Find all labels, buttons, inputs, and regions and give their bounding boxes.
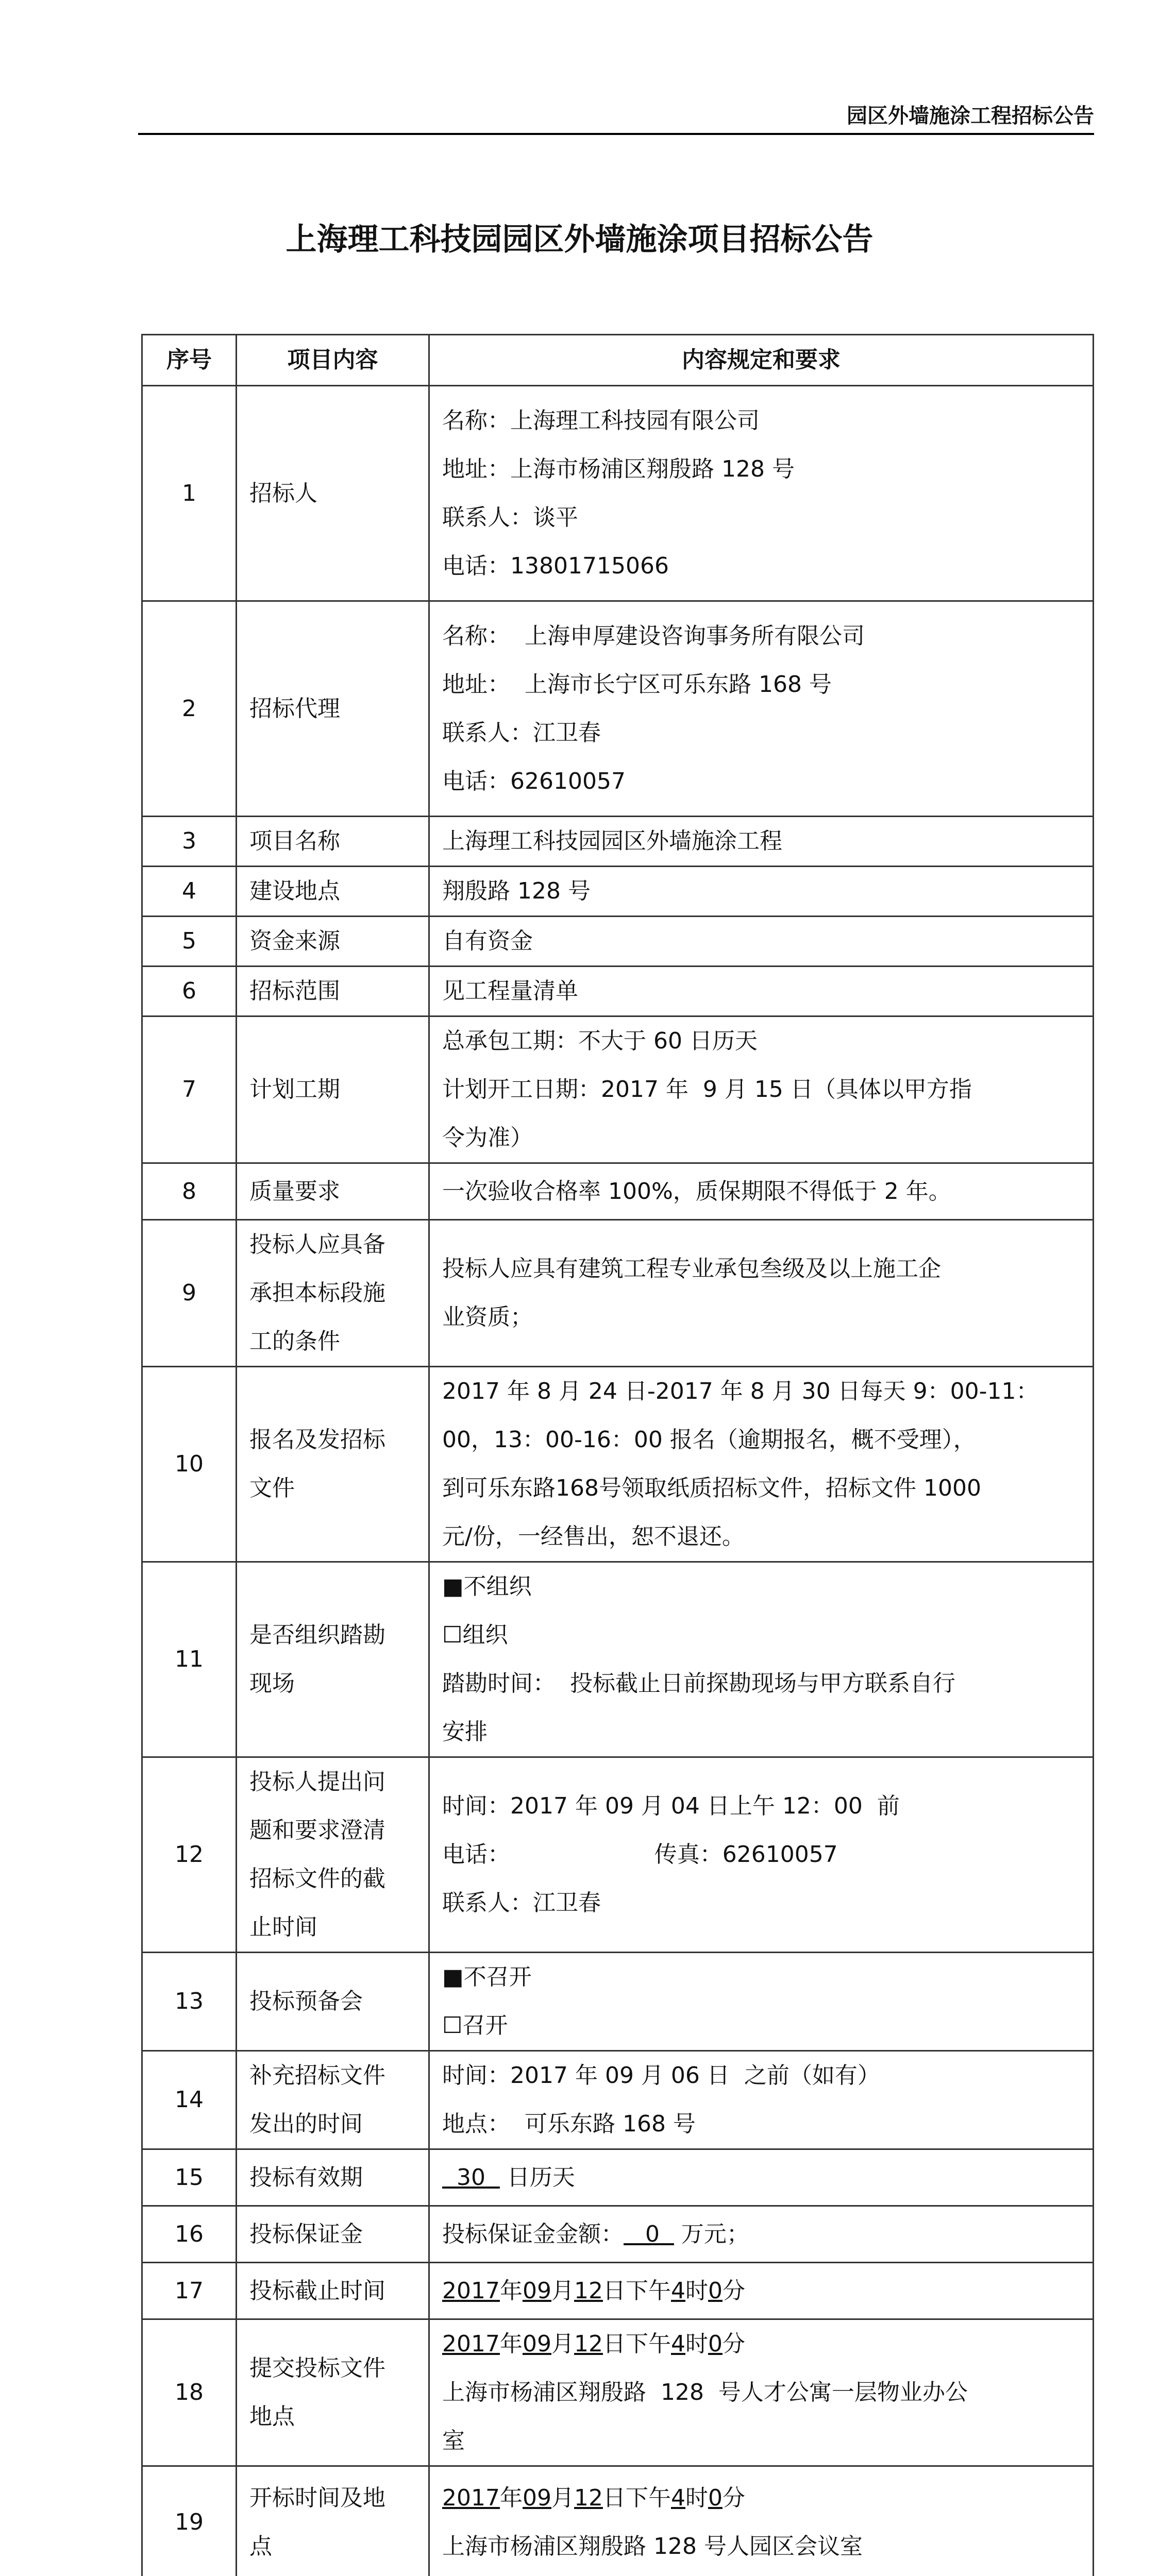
table-row [142, 1163, 1094, 1220]
row-number: 19 [142, 2466, 237, 2576]
fill-line [442, 2210, 1080, 2259]
table-row [142, 917, 1094, 967]
table-row [142, 1562, 1094, 1757]
table-row [142, 1757, 1094, 1953]
row-content [429, 1757, 1094, 1953]
date-unit: 时 [685, 2484, 708, 2511]
row-number: 15 [142, 2149, 237, 2206]
row-item-line: 是否组织踏勘 [249, 1622, 385, 1648]
content-line: 踏勘时间： 投标截止日前探勘现场与甲方联系自行 [442, 1670, 955, 1697]
row-item [237, 2206, 429, 2263]
row-number: 13 [142, 1953, 237, 2051]
row-content [429, 2263, 1094, 2319]
content-line: 见工程量清单 [442, 978, 578, 1004]
date-day: 12 [574, 2331, 603, 2357]
row-content [429, 967, 1094, 1016]
fill-suffix: 日历天 [499, 2164, 575, 2191]
row-content [429, 2319, 1094, 2466]
content-line: 时间：2017 年 09 月 06 日 之前（如有） [442, 2062, 880, 2089]
row-item-line: 补充招标文件 [249, 2062, 385, 2089]
date-line [442, 2267, 1080, 2315]
running-header-label: 园区外墙施涂工程招标公告 [847, 104, 1094, 128]
date-minute: 0 [708, 2331, 723, 2357]
date-month: 09 [522, 2277, 551, 2304]
date-unit: 月 [551, 2277, 574, 2304]
row-number: 16 [142, 2206, 237, 2263]
row-item-line: 题和要求澄清 [249, 1817, 385, 1843]
row-item [237, 386, 429, 601]
row-item-line: 点 [249, 2533, 272, 2560]
content-line: 时间：2017 年 09 月 04 日上午 12：00 前 [442, 1793, 900, 1819]
date-year: 2017 [442, 2331, 500, 2357]
row-number: 5 [142, 917, 237, 967]
table-row [142, 1016, 1094, 1163]
content-line: 投标人应具有建筑工程专业承包叁级及以上施工企 [442, 1256, 941, 1282]
row-number: 6 [142, 967, 237, 1016]
row-number: 10 [142, 1367, 237, 1562]
row-number: 14 [142, 2051, 237, 2149]
date-month: 09 [522, 2331, 551, 2357]
tender-table [141, 334, 1094, 2576]
fill-suffix: 万元； [674, 2221, 749, 2247]
row-item [237, 2263, 429, 2319]
content-line: 上海市杨浦区翔殷路 128 号人才公寓一层物业办公 [442, 2379, 968, 2405]
row-item-line: 建设地点 [249, 878, 340, 904]
row-item [237, 867, 429, 917]
date-unit: 年 [499, 2277, 523, 2304]
row-content [429, 1016, 1094, 1163]
row-item-line: 投标保证金 [249, 2221, 363, 2247]
content-line: 翔殷路 128 号 [442, 878, 591, 904]
document-title: 上海理工科技园园区外墙施涂项目招标公告 [285, 222, 874, 258]
row-number: 1 [142, 386, 237, 601]
row-item [237, 1163, 429, 1220]
content-line: 安排 [442, 1719, 488, 1745]
row-item-line: 资金来源 [249, 928, 340, 954]
date-unit: 时 [685, 2331, 708, 2357]
row-item-line: 招标范围 [249, 978, 340, 1004]
row-item-line: 提交投标文件 [249, 2355, 385, 2381]
row-item [237, 1220, 429, 1367]
date-unit: 分 [722, 2484, 745, 2511]
column-header-no: 序号 [142, 335, 237, 386]
row-item-line: 发出的时间 [249, 2111, 363, 2137]
date-unit: 年 [499, 2484, 523, 2511]
row-item [237, 2149, 429, 2206]
row-item-line: 报名及发招标 [249, 1427, 385, 1453]
date-line [442, 2474, 1080, 2522]
row-item [237, 1562, 429, 1757]
row-number: 9 [142, 1220, 237, 1367]
date-unit: 分 [722, 2277, 745, 2304]
row-item-line: 地点 [249, 2403, 295, 2430]
table-row [142, 967, 1094, 1016]
row-item-line: 现场 [249, 1670, 295, 1697]
row-item [237, 2319, 429, 2466]
date-unit: 日下午 [602, 2277, 671, 2304]
content-line: 电话：13801715066 [442, 552, 669, 579]
content-line: 名称： 上海申厚建设咨询事务所有限公司 [442, 622, 865, 649]
fill-line [442, 2154, 1080, 2202]
fill-prefix: 投标保证金金额： [442, 2221, 624, 2247]
row-item [237, 967, 429, 1016]
content-line: 2017 年 8 月 24 日-2017 年 8 月 30 日每天 9：00-11： [442, 1378, 1039, 1404]
content-line: 00，13：00-16：00 报名（逾期报名，概不受理）， [442, 1427, 976, 1453]
row-item-line: 招标代理 [249, 695, 340, 722]
row-number: 4 [142, 867, 237, 917]
date-unit: 月 [551, 2331, 574, 2357]
row-item-line: 文件 [249, 1475, 295, 1501]
date-minute: 0 [708, 2484, 723, 2511]
date-year: 2017 [442, 2484, 500, 2511]
date-unit: 月 [551, 2484, 574, 2511]
row-content [429, 1163, 1094, 1220]
row-item-line: 项目名称 [249, 828, 340, 854]
content-line: 上海市杨浦区翔殷路 128 号人园区会议室 [442, 2533, 863, 2560]
row-number: 18 [142, 2319, 237, 2466]
content-line: 地点： 可乐东路 168 号 [442, 2111, 696, 2137]
row-content [429, 386, 1094, 601]
row-number: 11 [142, 1562, 237, 1757]
row-number: 12 [142, 1757, 237, 1953]
content-line: 计划开工日期：2017 年 9 月 15 日（具体以甲方指 [442, 1076, 972, 1103]
content-line: ■不召开 [442, 1964, 532, 1990]
date-year: 2017 [442, 2277, 500, 2304]
content-line: ☐召开 [442, 2012, 508, 2039]
table-row [142, 2263, 1094, 2319]
column-header-content: 内容规定和要求 [429, 335, 1094, 386]
content-line: 业资质； [442, 1304, 533, 1330]
date-month: 09 [522, 2484, 551, 2511]
row-content [429, 1220, 1094, 1367]
table-row [142, 867, 1094, 917]
row-item [237, 2466, 429, 2576]
date-unit: 时 [685, 2277, 708, 2304]
column-header-item: 项目内容 [237, 335, 429, 386]
table-row [142, 601, 1094, 817]
row-number: 8 [142, 1163, 237, 1220]
row-content [429, 2466, 1094, 2576]
row-content [429, 867, 1094, 917]
row-content [429, 1367, 1094, 1562]
row-item-line: 计划工期 [249, 1076, 340, 1103]
content-line: 联系人：谈平 [442, 504, 578, 531]
content-line: ■不组织 [442, 1573, 532, 1600]
date-unit: 日下午 [602, 2331, 671, 2357]
date-hour: 4 [670, 2484, 685, 2511]
content-line: 电话： 传真：62610057 [442, 1841, 838, 1868]
table-row [142, 1220, 1094, 1367]
row-content [429, 1953, 1094, 2051]
row-item-line: 开标时间及地 [249, 2484, 385, 2511]
row-item [237, 1953, 429, 2051]
row-content [429, 2206, 1094, 2263]
content-line: 总承包工期：不大于 60 日历天 [442, 1028, 758, 1054]
row-item-line: 招标人 [249, 480, 317, 506]
row-number: 7 [142, 1016, 237, 1163]
date-line [442, 2320, 1080, 2368]
content-line: 地址： 上海市长宁区可乐东路 168 号 [442, 671, 832, 698]
table-row [142, 2051, 1094, 2149]
row-item-line: 招标文件的截 [249, 1866, 385, 1892]
content-line: 联系人：江卫春 [442, 1890, 601, 1916]
date-unit: 分 [722, 2331, 745, 2357]
row-item [237, 1757, 429, 1953]
row-item-line: 投标截止时间 [249, 2277, 385, 2304]
date-day: 12 [574, 2484, 603, 2511]
date-unit: 日下午 [602, 2484, 671, 2511]
row-content [429, 817, 1094, 867]
running-header [138, 101, 1094, 135]
row-content [429, 601, 1094, 817]
row-item-line: 投标有效期 [249, 2164, 363, 2191]
content-line: 令为准） [442, 1125, 533, 1151]
row-item [237, 817, 429, 867]
content-line: 自有资金 [442, 928, 533, 954]
row-item-line: 工的条件 [249, 1328, 340, 1354]
row-number: 17 [142, 2263, 237, 2319]
row-item-line: 止时间 [249, 1914, 317, 1940]
row-item [237, 917, 429, 967]
date-minute: 0 [708, 2277, 723, 2304]
content-line: 名称：上海理工科技园有限公司 [442, 407, 760, 434]
date-unit: 年 [499, 2331, 523, 2357]
content-line: 地址：上海市杨浦区翔殷路 128 号 [442, 455, 795, 482]
content-line: 一次验收合格率 100%，质保期限不得低于 2 年。 [442, 1178, 951, 1205]
content-line: 联系人：江卫春 [442, 719, 601, 746]
row-item-line: 投标人提出问 [249, 1769, 385, 1795]
fill-value: 0 [624, 2221, 674, 2247]
table-row [142, 817, 1094, 867]
row-item-line: 承担本标段施 [249, 1280, 385, 1306]
content-line: 到可乐东路168号领取纸质招标文件，招标文件 1000 [442, 1475, 981, 1501]
content-line: 室 [442, 2428, 465, 2454]
row-item [237, 1016, 429, 1163]
row-item-line: 质量要求 [249, 1178, 340, 1205]
fill-value: 30 [442, 2164, 500, 2191]
row-item [237, 1367, 429, 1562]
table-row [142, 1367, 1094, 1562]
row-item [237, 601, 429, 817]
row-content [429, 2149, 1094, 2206]
row-content [429, 917, 1094, 967]
row-content [429, 1562, 1094, 1757]
content-line: 电话：62610057 [442, 768, 626, 794]
table-row [142, 386, 1094, 601]
table-row [142, 2319, 1094, 2466]
date-hour: 4 [670, 2277, 685, 2304]
row-item-line: 投标预备会 [249, 1988, 363, 2014]
date-hour: 4 [670, 2331, 685, 2357]
content-line: ☐组织 [442, 1622, 508, 1648]
row-content [429, 2051, 1094, 2149]
content-line: 上海理工科技园园区外墙施涂工程 [442, 828, 782, 854]
row-number: 2 [142, 601, 237, 817]
table-row [142, 2466, 1094, 2576]
date-day: 12 [574, 2277, 603, 2304]
content-line: 元/份，一经售出，恕不退还。 [442, 1523, 745, 1550]
table-row [142, 1953, 1094, 2051]
row-number: 3 [142, 817, 237, 867]
table-row [142, 2149, 1094, 2206]
row-item [237, 2051, 429, 2149]
table-header-row [142, 335, 1094, 386]
table-row [142, 2206, 1094, 2263]
row-item-line: 投标人应具备 [249, 1231, 385, 1258]
